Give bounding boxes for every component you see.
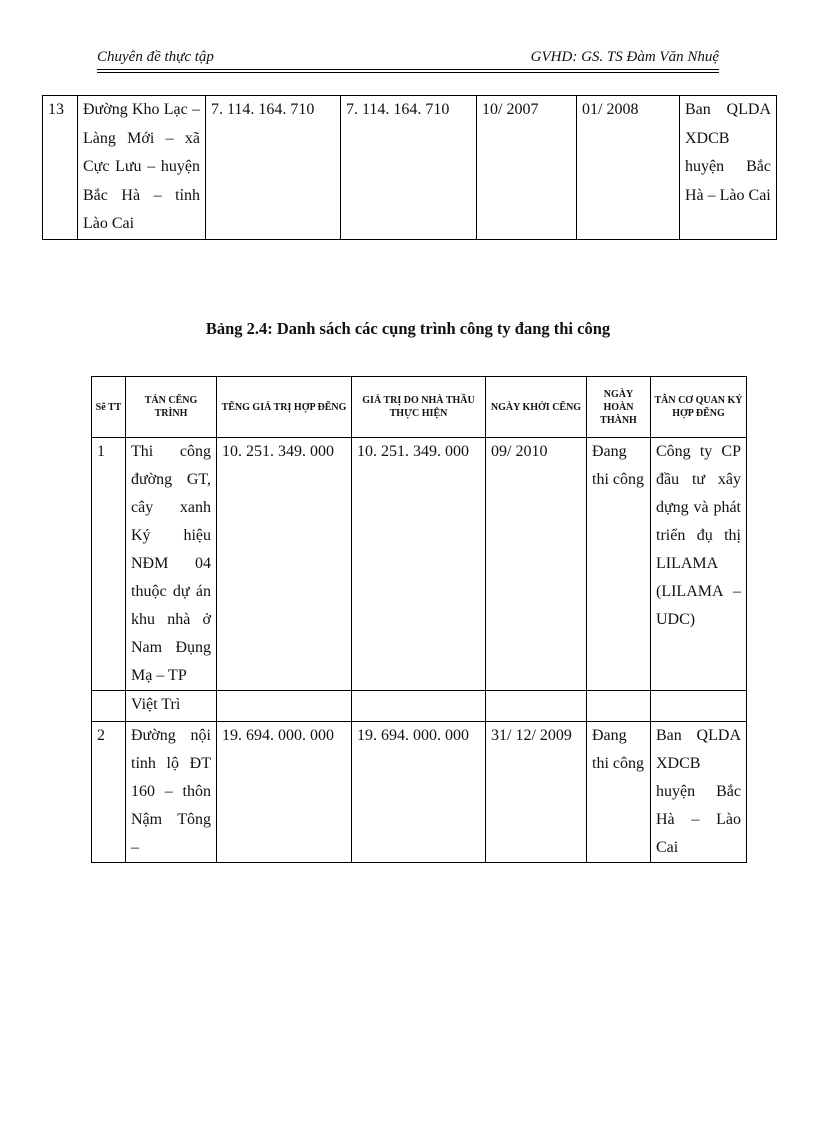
cell-agency: Công ty CP đầu tư xây dựng và phát triển đụ thị LILAMA (LILAMA – UDC) [651,438,747,691]
header-supervisor: GVHD: GS. TS Đàm Văn Nhuệ [530,49,719,65]
cell-start-date: 10/ 2007 [477,96,577,240]
cell-stt [92,691,126,722]
table-header-row [92,377,747,438]
cell-stt: 13 [43,96,78,240]
cell-project-name: Đường nội tỉnh lộ ĐT 160 – thôn Nậm Tông – [126,722,217,863]
continued-table [42,95,777,240]
cell-end-date: Đang thi công [587,722,651,863]
cell-total-value: 19. 694. 000. 000 [217,722,352,863]
cell-total-value: 10. 251. 349. 000 [217,438,352,691]
cell-end-date: 01/ 2008 [577,96,680,240]
header-total-value: TẼNG GIÁ TRỊ HỢP ĐẼNG [217,377,352,438]
cell-stt: 1 [92,438,126,691]
cell-start-date: 09/ 2010 [486,438,587,691]
header-rule [97,72,719,73]
page-header [97,47,719,69]
cell-contractor-value [352,691,486,722]
cell-end-date [587,691,651,722]
cell-agency [651,691,747,722]
table-row [43,96,777,240]
cell-project-name: Đường Kho Lạc – Làng Mới – xã Cực Lưu – huyện Bắc Hà – tỉnh Lào Cai [78,96,206,240]
cell-start-date [486,691,587,722]
cell-agency: Ban QLDA XDCB huyện Bắc Hà – Lào Cai [651,722,747,863]
header-course-title: Chuyên đề thực tập [97,49,214,65]
cell-contractor-value: 19. 694. 000. 000 [352,722,486,863]
cell-end-date: Đang thi công [587,438,651,691]
table-row [92,691,747,722]
header-contractor-value: GIÁ TRỊ DO NHÀ THẦU THỰC HIỆN [352,377,486,438]
table-caption: Bảng 2.4: Danh sách các cụng trình công ty đang thi công [205,319,611,338]
header-agency: TÂN CƠ QUAN KÝ HỢP ĐẼNG [651,377,747,438]
cell-start-date: 31/ 12/ 2009 [486,722,587,863]
header-stt: Sẽ TT [92,377,126,438]
cell-agency: Ban QLDA XDCB huyện Bắc Hà – Lào Cai [680,96,777,240]
header-end-date: NGÀY HOÀN THÀNH [587,377,651,438]
header-project-name: TÁN CẼNG TRÌNH [126,377,217,438]
cell-total-value: 7. 114. 164. 710 [206,96,341,240]
cell-contractor-value: 7. 114. 164. 710 [341,96,477,240]
cell-project-name-continued: Việt Trì [126,691,217,722]
header-rule [97,69,719,70]
cell-project-name: Thi công đường GT, cây xanh Ký hiệu NĐM 04 thuộc dự án khu nhà ở Nam Đụng Mạ – TP [126,438,217,691]
table-row [92,722,747,863]
table-row [92,438,747,691]
projects-table [91,376,747,863]
cell-stt: 2 [92,722,126,863]
cell-contractor-value: 10. 251. 349. 000 [352,438,486,691]
header-start-date: NGÀY KHỞI CẼNG [486,377,587,438]
cell-total-value [217,691,352,722]
